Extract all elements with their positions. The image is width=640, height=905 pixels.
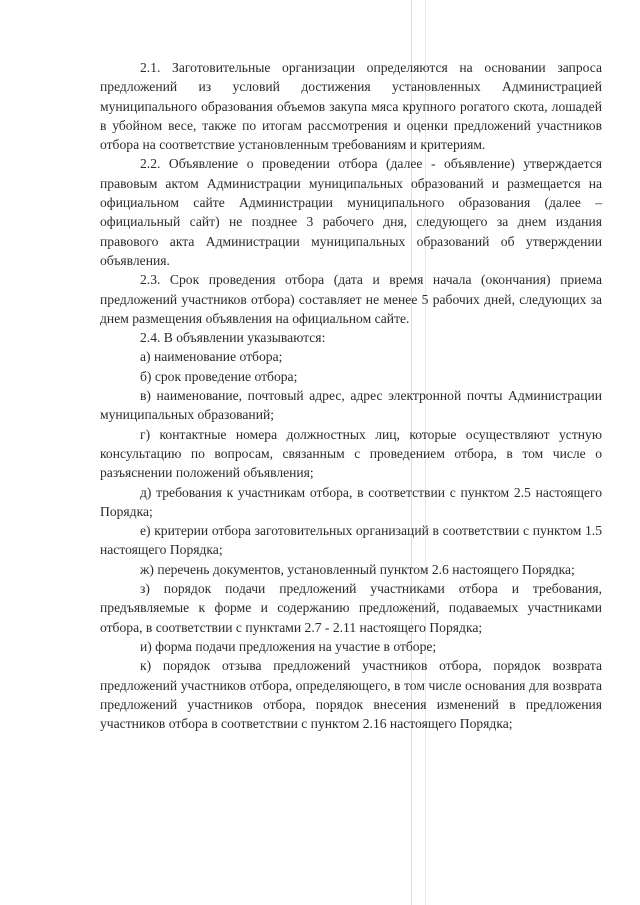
paragraph-2-4: 2.4. В объявлении указываются: bbox=[140, 330, 326, 346]
list-item-i: и) форма подачи предложения на участие в отборе; bbox=[140, 638, 437, 654]
list-item-g: г) контактные номера должностных лиц, которые осуществляют устную консультацию по вопросам, связанным с проведением отбора, в том числе о разъяснении положений объявления; bbox=[100, 426, 602, 481]
list-item-b: б) срок проведение отбора; bbox=[140, 368, 298, 384]
list-item-v: в) наименование, почтовый адрес, адрес электронной почты Администрации муниципальных образований; bbox=[100, 388, 602, 423]
list-item-zh: ж) перечень документов, установленный пунктом 2.6 настоящего Порядка; bbox=[140, 561, 575, 577]
paragraph-2-1: 2.1. Заготовительные организации определяются на основании запроса предложений из условий достижения установленных Администрацией муниципального образования объемов закупа мяса крупного рогатого скота, лошадей в убойном весе, также по итогам рассмотрения и оценки предложений участников отбора на соответствие установленным требованиям и критериям. bbox=[100, 60, 602, 153]
list-item-k: к) порядок отзыва предложений участников отбора, порядок возврата предложений участников отбора, определяющего, в том числе основания для возврата предложений участников отбора, порядок внесения изменений в предложения участников отбора в соответствии с пунктом 2.16 настоящего Порядка; bbox=[100, 658, 602, 732]
list-item-z: з) порядок подачи предложений участниками отбора и требования, предъявляемые к форме и содержанию предложений, подаваемых участниками отбора, в соответствии с пунктами 2.7 - 2.11 настоящего Порядка; bbox=[100, 581, 602, 635]
list-item-e: е) критерии отбора заготовительных организаций в соответствии с пунктом 1.5 настоящего Порядка; bbox=[100, 523, 602, 558]
paragraph-2-3: 2.3. Срок проведения отбора (дата и время начала (окончания) приема предложений участников отбора) составляет не менее 5 рабочих дней, следующих за днем размещения объявления на официальном сайте. bbox=[100, 272, 602, 326]
list-item-d: д) требования к участникам отбора, в соответствии с пунктом 2.5 настоящего Порядка; bbox=[100, 484, 602, 519]
document-body bbox=[100, 58, 602, 733]
list-item-a: а) наименование отбора; bbox=[140, 349, 283, 365]
paragraph-2-2: 2.2. Объявление о проведении отбора (далее - объявление) утверждается правовым актом Администрации муниципальных образований и размещается на официальном сайте Администрации муниципального образования (далее – официальный сайт) не позднее 3 рабочего дня, следующего за днем издания правового акта Администрации муниципальных образований об утверждении объявления. bbox=[100, 156, 602, 268]
